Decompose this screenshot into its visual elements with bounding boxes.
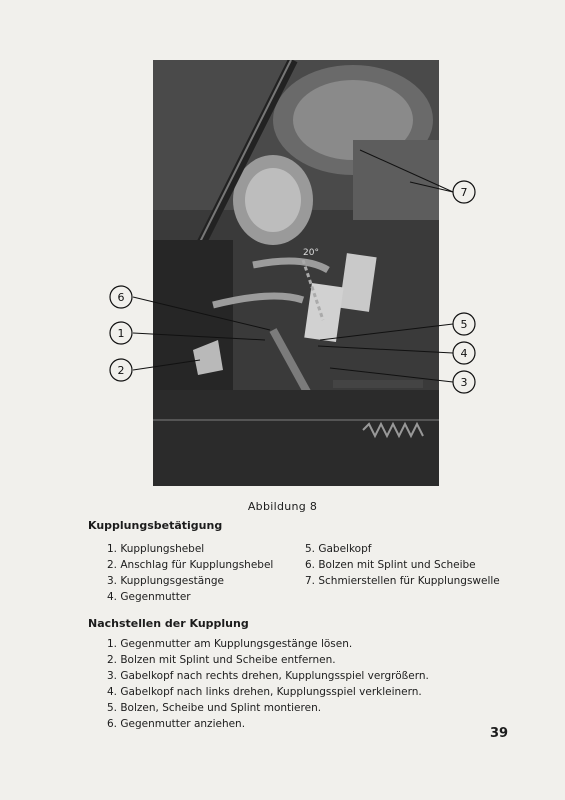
callout-3	[453, 371, 475, 393]
list-item: 7. Schmierstellen für Kupplungswelle	[305, 575, 500, 587]
angle-label: 20°	[303, 248, 319, 258]
callout-5	[453, 313, 475, 335]
svg-text:4: 4	[460, 347, 468, 360]
list-item: 3. Kupplungsgestänge	[107, 575, 224, 587]
svg-text:1: 1	[117, 327, 125, 340]
svg-text:5: 5	[460, 318, 468, 331]
callout-1	[110, 322, 132, 344]
list-item: 6. Bolzen mit Splint und Scheibe	[305, 559, 476, 571]
figure-caption: Abbildung 8	[247, 500, 318, 513]
list-item: 5. Bolzen, Scheibe und Splint montieren.	[107, 702, 322, 714]
list-item: 3. Gabelkopf nach rechts drehen, Kupplungsspiel vergrößern.	[107, 670, 429, 682]
callout-4	[453, 342, 475, 364]
section-heading-clutch-adjustment: Nachstellen der Kupplung	[88, 617, 249, 630]
list-item: 2. Anschlag für Kupplungshebel	[107, 559, 274, 571]
parts-list-right	[305, 541, 500, 589]
section-heading-clutch-actuation: Kupplungsbetätigung	[88, 519, 223, 532]
list-item: 4. Gegenmutter	[107, 591, 191, 603]
svg-text:7: 7	[460, 186, 468, 199]
list-item: 1. Gegenmutter am Kupplungsgestänge lösen.	[107, 638, 353, 650]
page-number: 39	[490, 726, 509, 741]
svg-text:2: 2	[117, 364, 125, 377]
svg-text:3: 3	[460, 376, 468, 389]
callout-2	[110, 359, 132, 381]
list-item: 4. Gabelkopf nach links drehen, Kupplungsspiel verkleinern.	[107, 686, 422, 698]
callout-7	[453, 181, 475, 203]
parts-list-left	[107, 541, 273, 605]
list-item: 5. Gabelkopf	[305, 543, 372, 555]
list-item: 1. Kupplungshebel	[107, 543, 205, 555]
list-item: 6. Gegenmutter anziehen.	[107, 718, 246, 730]
svg-text:6: 6	[117, 291, 125, 304]
callout-6	[110, 286, 132, 308]
adjustment-steps-list	[107, 636, 429, 732]
list-item: 2. Bolzen mit Splint und Scheibe entfernen.	[107, 654, 336, 666]
